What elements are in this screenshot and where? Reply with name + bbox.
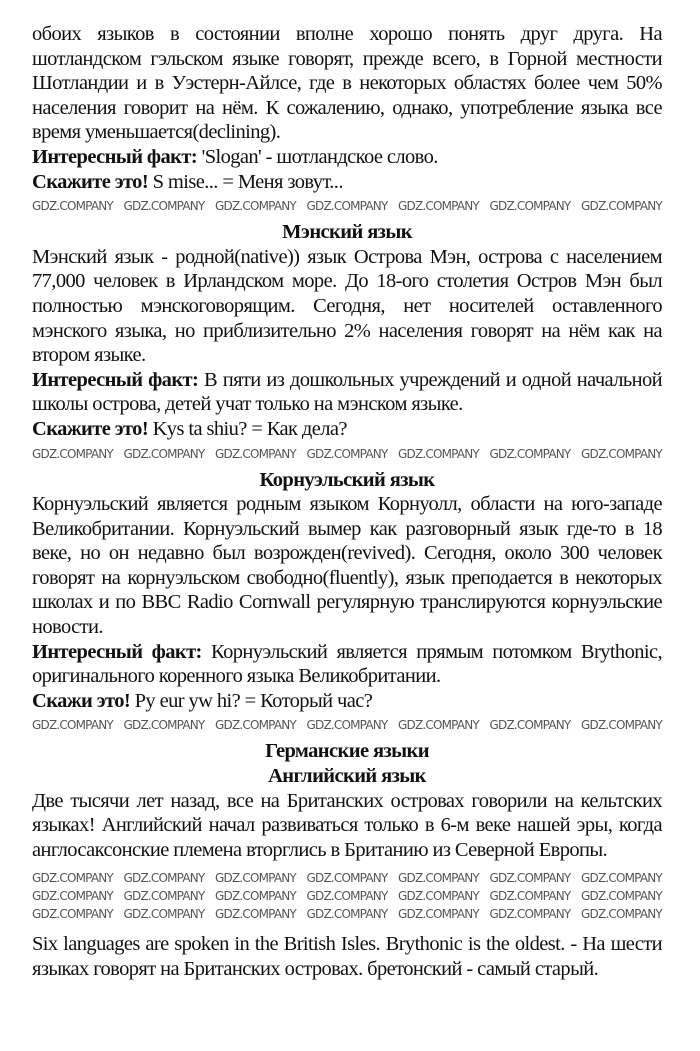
gaelic-body: обоих языков в состоянии вполне хорошо понять друг друга. На шотландском гэльском языке говорят, прежде всего, в Горной местности Шотландии и в Уэстерн-Айлсе, где в некоторых областях более чем 50% населения говорит на нём. К сожалению, однако, употребление языка все время уменьшается(declining). [32,23,662,144]
watermark: GDZ.COMPANY [123,446,205,461]
fact-label: Интересный факт: [32,640,202,663]
watermark: GDZ.COMPANY [32,446,113,461]
watermark: GDZ.COMPANY [32,718,113,733]
watermark: GDZ.COMPANY [398,871,479,886]
watermark: GDZ.COMPANY [398,907,479,922]
watermark: GDZ.COMPANY [32,199,113,214]
watermark: GDZ.COMPANY [489,718,571,733]
watermark: GDZ.COMPANY [398,889,479,904]
watermark: GDZ.COMPANY [123,199,205,214]
say-label: Скажите это! [32,170,149,193]
watermark: GDZ.COMPANY [581,907,662,922]
english-body: Две тысячи лет назад, все на Британских островах говорили на кельтских языках! Английский начал развиваться только в 6-м веке нашей эры, когда англосаксонские племена вторглись в Британию из Северной Европы. [32,789,662,861]
watermark-row [32,446,662,462]
gaelic-section [32,22,662,194]
watermark: GDZ.COMPANY [489,199,571,214]
manx-body: Мэнский язык - родной(native)) язык Острова Мэн, острова с населением 77,000 человек в Ирландском море. До 18-ого столетия Остров Мэн был полностью мэнскоговорящим. Сегодня, нет носителей оставленного мэнского языка, но приблизительно 2% населения говорят на нём как на втором языке. [32,245,662,367]
cornish-section [32,468,662,714]
fact-text: Корнуэльский является прямым потомком Brythonic, оригинального коренного языка Великобритании. [32,640,662,688]
answer-text: Six languages are spoken in the British Isles. Brythonic is the oldest. - На шести языках говорят на Британских островах. бретонский - самый старый. [32,933,662,980]
watermark: GDZ.COMPANY [215,889,296,904]
watermark: GDZ.COMPANY [32,889,113,904]
gaelic-say [32,170,662,195]
watermark: GDZ.COMPANY [306,889,388,904]
watermark: GDZ.COMPANY [123,718,205,733]
section-title: Германские языки [265,740,429,763]
cornish-fact [32,640,662,689]
say-text: Kys ta shiu? = Как дела? [148,417,347,440]
watermark: GDZ.COMPANY [581,446,662,461]
watermark: GDZ.COMPANY [123,871,205,886]
watermark: GDZ.COMPANY [32,871,113,886]
watermark-row [32,198,662,214]
say-text: Py eur yw hi? = Который час? [130,689,373,712]
watermark: GDZ.COMPANY [398,446,479,461]
watermark: GDZ.COMPANY [123,889,205,904]
watermark: GDZ.COMPANY [581,718,662,733]
watermark: GDZ.COMPANY [123,907,205,922]
watermark: GDZ.COMPANY [215,446,296,461]
section-subtitle: Английский язык [268,765,426,788]
gaelic-fact [32,145,662,170]
watermark: GDZ.COMPANY [306,718,388,733]
watermark: GDZ.COMPANY [32,907,113,922]
watermark: GDZ.COMPANY [306,907,388,922]
watermark: GDZ.COMPANY [215,907,296,922]
watermark: GDZ.COMPANY [398,199,479,214]
watermark-row [32,888,662,904]
fact-text: 'Slogan' - шотландское слово. [197,145,438,168]
watermark: GDZ.COMPANY [489,907,571,922]
manx-say [32,417,662,442]
fact-text: В пяти из дошкольных учреждений и одной начальной школы острова, детей учат только на мэнском языке. [32,368,662,416]
watermark: GDZ.COMPANY [581,199,662,214]
answer-section [32,932,662,981]
watermark: GDZ.COMPANY [489,871,571,886]
watermark: GDZ.COMPANY [398,718,479,733]
germanic-section [32,739,662,862]
watermark: GDZ.COMPANY [215,718,296,733]
watermark: GDZ.COMPANY [489,889,571,904]
watermark: GDZ.COMPANY [581,889,662,904]
say-label: Скажите это! [32,417,149,440]
cornish-body: Корнуэльский является родным языком Корнуолл, области на юго-западе Великобритании. Корнуэльский вымер как разговорный язык где-то в 18 веке, но он недавно был возрожден(revived). Сегодня, около 300 человек говорят на корнуэльском свободно(fluently), язык преподается в некоторых школах и по BBC Radio Cornwall регулярную транслируются корнуэльские новости. [32,493,662,639]
watermark: GDZ.COMPANY [489,446,571,461]
watermark: GDZ.COMPANY [215,871,296,886]
cornish-say [32,689,662,714]
watermark: GDZ.COMPANY [581,871,662,886]
say-text: S mise... = Меня зовут... [148,170,343,193]
fact-label: Интересный факт: [32,368,199,391]
watermark-row [32,870,662,886]
watermark: GDZ.COMPANY [306,446,388,461]
page-column [32,22,662,982]
section-title: Мэнский язык [282,221,412,244]
watermark: GDZ.COMPANY [306,871,388,886]
manx-fact [32,368,662,417]
say-label: Скажи это! [32,689,131,712]
fact-label: Интересный факт: [32,145,198,168]
manx-section [32,220,662,441]
watermark: GDZ.COMPANY [215,199,296,214]
watermark-row [32,906,662,922]
watermark-row [32,717,662,733]
watermark: GDZ.COMPANY [306,199,388,214]
section-title: Корнуэльский язык [259,468,435,491]
